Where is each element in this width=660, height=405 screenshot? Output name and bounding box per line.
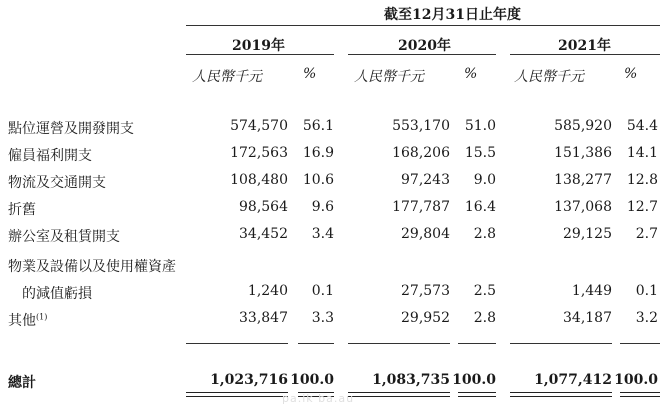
row-label: 點位運營及開發開支 <box>8 121 134 137</box>
subtotal-rule-1 <box>186 343 288 344</box>
percent-label-2019: % <box>303 66 317 82</box>
subtotal-rule-2 <box>298 343 334 344</box>
total-double-rule-4 <box>458 392 496 397</box>
total-2020-percent: 100.0 <box>452 372 496 388</box>
total-2021-amount: 1,077,412 <box>534 372 612 388</box>
row-label: 僱員福利開支 <box>8 148 92 164</box>
cell-2021-percent: 0.1 <box>635 283 658 299</box>
cell-2021-amount: 34,187 <box>563 310 612 326</box>
cell-2021-percent: 54.4 <box>626 118 658 134</box>
subtotal-rule-5 <box>510 343 612 344</box>
cell-2019-percent: 16.9 <box>302 145 334 161</box>
unit-label-2021: 人民幣千元 <box>514 69 584 85</box>
cell-2020-percent: 9.0 <box>473 172 496 188</box>
cell-2019-percent: 10.6 <box>302 172 334 188</box>
year-rule-2019 <box>186 54 334 55</box>
cell-2020-amount: 553,170 <box>392 118 450 134</box>
year-2021: 2021年 <box>558 38 611 54</box>
cell-2020-percent: 2.8 <box>473 226 496 242</box>
cell-2021-amount: 29,125 <box>563 226 612 242</box>
cell-2021-percent: 14.1 <box>626 145 658 161</box>
subtotal-rule-4 <box>458 343 496 344</box>
total-double-rule-5 <box>510 392 612 397</box>
year-2019: 2019年 <box>232 38 285 54</box>
cell-2021-amount: 1,449 <box>571 283 612 299</box>
cell-2021-percent: 12.8 <box>626 172 658 188</box>
cell-2019-amount: 1,240 <box>247 283 288 299</box>
cell-2020-amount: 29,804 <box>401 226 450 242</box>
total-2019-percent: 100.0 <box>290 372 334 388</box>
percent-label-2021: % <box>624 66 638 82</box>
total-label: 總計 <box>8 375 36 391</box>
cell-2019-percent: 0.1 <box>311 283 334 299</box>
year-2020: 2020年 <box>398 38 451 54</box>
period-title: 截至12月31日止年度 <box>384 7 521 23</box>
total-2020-amount: 1,083,735 <box>372 372 450 388</box>
cell-2020-percent: 15.5 <box>464 145 496 161</box>
cell-2021-amount: 151,386 <box>554 145 612 161</box>
year-rule-2020 <box>348 54 496 55</box>
cell-2020-percent: 16.4 <box>464 199 496 215</box>
cell-2019-percent: 3.3 <box>311 310 334 326</box>
cell-2020-amount: 177,787 <box>392 199 450 215</box>
cell-2020-percent: 2.5 <box>473 283 496 299</box>
cell-2019-amount: 574,570 <box>230 118 288 134</box>
row-label: 物業及設備以及使用權資產 <box>8 259 176 275</box>
total-double-rule-3 <box>348 392 450 397</box>
cell-2021-percent: 12.7 <box>626 199 658 215</box>
row-label: 折舊 <box>8 202 36 218</box>
cell-2019-percent: 9.6 <box>311 199 334 215</box>
total-2019-amount: 1,023,716 <box>210 372 288 388</box>
unit-label-2020: 人民幣千元 <box>354 69 424 85</box>
footnote-marker: (1) <box>36 312 48 322</box>
cell-2020-percent: 2.8 <box>473 310 496 326</box>
subtotal-rule-6 <box>620 343 660 344</box>
total-double-rule-1 <box>186 392 288 397</box>
cell-2019-amount: 33,847 <box>239 310 288 326</box>
cell-2019-percent: 56.1 <box>302 118 334 134</box>
total-double-rule-6 <box>620 392 660 397</box>
total-2021-percent: 100.0 <box>614 372 658 388</box>
cell-2021-amount: 585,920 <box>554 118 612 134</box>
row-label: 物流及交通開支 <box>8 175 106 191</box>
row-label: 其他$^{(1)}$ <box>8 312 48 329</box>
cell-2019-amount: 98,564 <box>239 199 288 215</box>
row-label: 的減值虧損 <box>22 286 92 302</box>
header-rule <box>186 25 660 26</box>
cell-2021-percent: 3.2 <box>635 310 658 326</box>
watermark-text: pa.ik ba.au <box>282 392 355 405</box>
percent-label-2020: % <box>464 66 478 82</box>
cell-2019-amount: 34,452 <box>239 226 288 242</box>
cell-2020-amount: 27,573 <box>401 283 450 299</box>
cell-2020-amount: 168,206 <box>392 145 450 161</box>
cell-2019-amount: 172,563 <box>230 145 288 161</box>
cell-2021-percent: 2.7 <box>635 226 658 242</box>
year-rule-2021 <box>510 54 660 55</box>
cell-2021-amount: 138,277 <box>554 172 612 188</box>
cell-2019-amount: 108,480 <box>230 172 288 188</box>
cell-2020-amount: 97,243 <box>401 172 450 188</box>
unit-label-2019: 人民幣千元 <box>192 69 262 85</box>
cell-2021-amount: 137,068 <box>554 199 612 215</box>
row-label: 辦公室及租賃開支 <box>8 229 120 245</box>
cell-2019-percent: 3.4 <box>311 226 334 242</box>
subtotal-rule-3 <box>348 343 450 344</box>
cell-2020-amount: 29,952 <box>401 310 450 326</box>
cell-2020-percent: 51.0 <box>464 118 496 134</box>
